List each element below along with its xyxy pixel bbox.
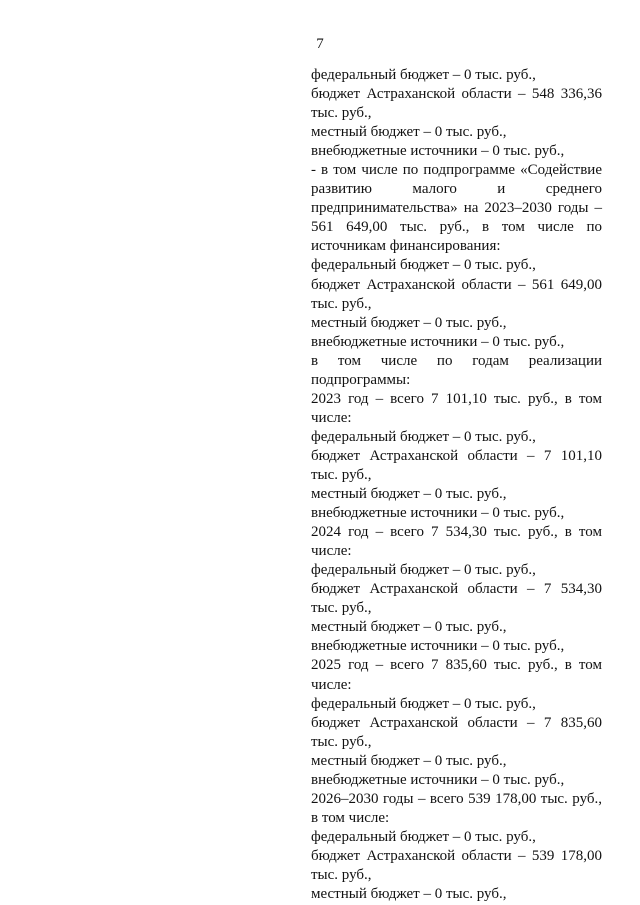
- paragraph: бюджет Астраханской области – 539 178,00 тыс. руб.,: [311, 847, 602, 883]
- paragraph: местный бюджет – 0 тыс. руб.,: [311, 486, 507, 503]
- paragraph: 2026–2030 годы – всего 539 178,00 тыс. руб., в том числе:: [311, 790, 602, 826]
- paragraph: бюджет Астраханской области – 561 649,00 тыс. руб.,: [311, 276, 602, 312]
- paragraph: 2024 год – всего 7 534,30 тыс. руб., в том числе:: [311, 524, 602, 560]
- paragraph: местный бюджет – 0 тыс. руб.,: [311, 886, 507, 903]
- paragraph: бюджет Астраханской области – 548 336,36 тыс. руб.,: [311, 86, 602, 122]
- paragraph: местный бюджет – 0 тыс. руб.,: [311, 619, 507, 636]
- paragraph: местный бюджет – 0 тыс. руб.,: [311, 124, 507, 141]
- paragraph: внебюджетные источники – 0 тыс. руб.,: [311, 771, 565, 788]
- paragraph: бюджет Астраханской области – 7 835,60 тыс. руб.,: [311, 714, 602, 750]
- paragraph: - в том числе по подпрограмме «Содействие развитию малого и среднего предпринимательства» на 2023–2030 годы – 561 649,00 тыс. руб., в том числе по источникам финансирования:: [311, 162, 602, 255]
- paragraph: федеральный бюджет – 0 тыс. руб.,: [311, 562, 536, 579]
- paragraph: федеральный бюджет – 0 тыс. руб.,: [311, 257, 536, 274]
- paragraph: в том числе по годам реализации подпрограммы:: [311, 352, 602, 388]
- paragraph: федеральный бюджет – 0 тыс. руб.,: [311, 695, 536, 712]
- paragraph: внебюджетные источники – 0 тыс. руб.,: [311, 638, 565, 655]
- paragraph: 2025 год – всего 7 835,60 тыс. руб., в том числе:: [311, 657, 602, 693]
- paragraph: бюджет Астраханской области – 7 534,30 тыс. руб.,: [311, 581, 602, 617]
- paragraph: местный бюджет – 0 тыс. руб.,: [311, 314, 507, 331]
- page-number: 7: [316, 36, 324, 52]
- paragraph: федеральный бюджет – 0 тыс. руб.,: [311, 828, 536, 845]
- paragraph: 2023 год – всего 7 101,10 тыс. руб., в том числе:: [311, 390, 602, 426]
- paragraph: федеральный бюджет – 0 тыс. руб.,: [311, 428, 536, 445]
- document-text-column: [311, 66, 602, 904]
- paragraph: федеральный бюджет – 0 тыс. руб.,: [311, 67, 536, 83]
- paragraph: бюджет Астраханской области – 7 101,10 тыс. руб.,: [311, 447, 602, 483]
- paragraph: внебюджетные источники – 0 тыс. руб.,: [311, 505, 565, 522]
- paragraph: внебюджетные источники – 0 тыс. руб.,: [311, 333, 565, 350]
- paragraph: местный бюджет – 0 тыс. руб.,: [311, 752, 507, 769]
- paragraph: внебюджетные источники – 0 тыс. руб.,: [311, 143, 565, 160]
